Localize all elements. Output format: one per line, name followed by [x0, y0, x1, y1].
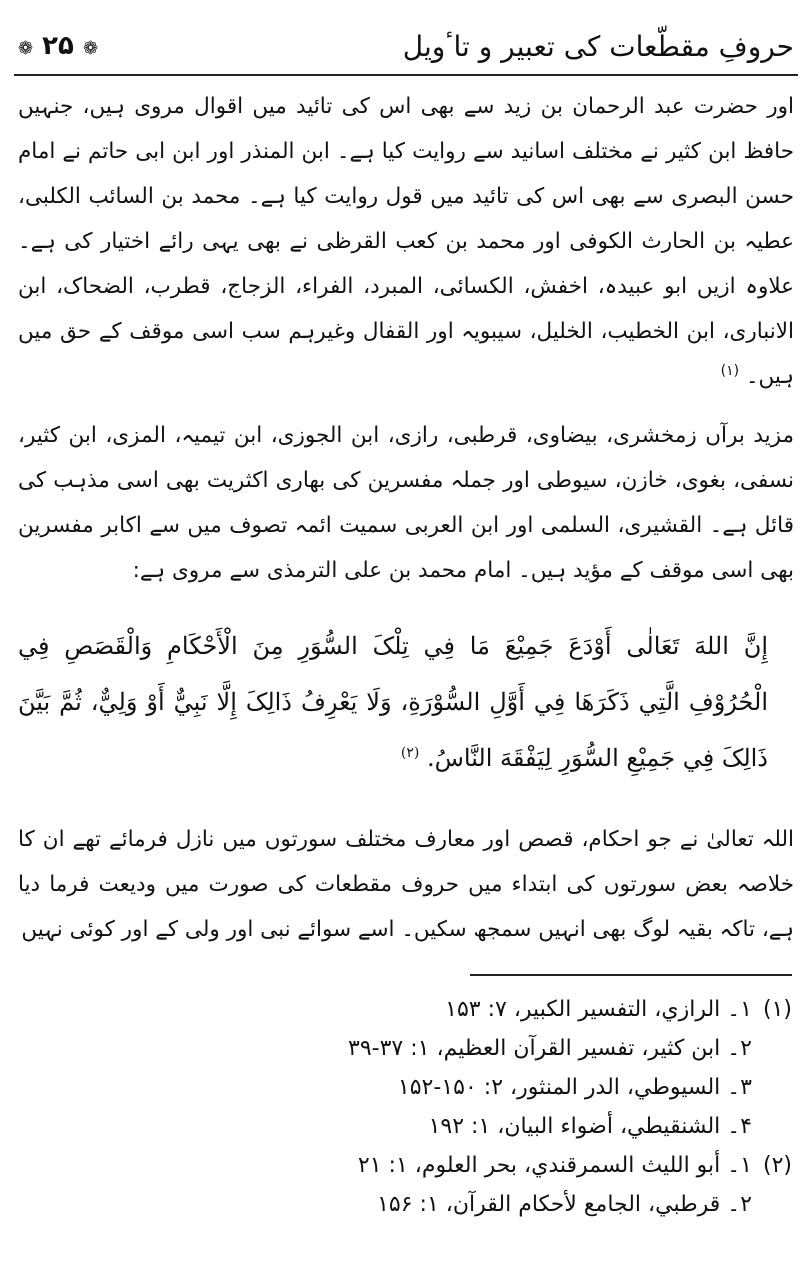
footnote-item [152, 1146, 792, 1185]
paragraph-2: مزید برآں زمخشری، بیضاوی، قرطبی، رازی، ابن الجوزی، ابن تیمیہ، المزی، ابن کثیر، نسفی، بغوی، خازن، سیوطی اور جملہ مفسرین کی بھاری اکثریت بھی اسی مذہب کی قائل ہے۔ القشیری، السلمی اور ابن العربی سمیت ائمہ تصوف میں سے اکابر مفسرین بھی اسی موقف کے مؤید ہیں۔ امام محمد بن علی الترمذی سے مروی ہے: [18, 423, 794, 583]
footnote-item [152, 1029, 792, 1068]
footnote-number: (۲) [762, 1153, 792, 1178]
chapter-title: حروفِ مقطّعات کی تعبیر و تاٴویل [402, 30, 794, 63]
footnote-text: ۱۔ أبو الليث السمرقندي، بحر العلوم، ۱: ۲۱ [357, 1153, 752, 1178]
footnote-text: ۲۔ قرطبي، الجامع لأحکام القرآن، ۱: ۱۵۶ [377, 1192, 752, 1217]
ornament-left-icon: ❁ [18, 37, 34, 59]
page-number: ۲۵ [42, 30, 74, 61]
footnote-text: ۳۔ السيوطي، الدر المنثور، ۲: ۱۵۰-۱۵۲ [397, 1075, 752, 1100]
footnote-number: (۱) [762, 997, 792, 1022]
running-header [18, 24, 794, 70]
body-text-continued [18, 795, 794, 973]
footnote-ref-2: (۲) [400, 745, 420, 761]
footnote-rule [470, 974, 792, 976]
header-rule [14, 74, 798, 76]
footnote-item [152, 990, 792, 1029]
paragraph-1-text: اور حضرت عبد الرحمان بن زید سے بھی اس کی تائید میں اقوال مروی ہیں، جنہیں حافظ ابن کثیر نے مختلف اسانید سے روایت کیا ہے۔ ابن المنذر اور ابن ابی حاتم نے امام حسن البصری سے بھی اس کی تائید میں قول روایت کیا ہے۔ محمد بن السائب الکلبی، عطیہ بن الحارث الکوفی اور محمد بن کعب القرظی نے بھی یہی رائے اختیار کی ہے۔ علاوہ ازیں ابو عبیدہ، اخفش، الکسائی، المبرد، الفراء، الزجاج، قطرب، الضحاک، ابن الانباری، ابن الخطیب، الخلیل، سیبویہ اور القفال وغیرہم سب اسی موقف کے حق میں ہیں۔ [18, 94, 794, 389]
footnotes [152, 990, 792, 1224]
footnote-item [152, 1068, 792, 1107]
paragraph-1 [18, 84, 794, 399]
paragraph-3: اللہ تعالیٰ نے جو احکام، قصص اور معارف مختلف سورتوں میں نازل فرمائے تھے ان کا خلاصہ بعض سورتوں کی ابتداء میں حروف مقطعات کی صورت میں ودیعت فرما دیا ہے، تاکہ بقیہ لوگ بھی انہیں سمجھ سکیں۔ اسے سوائے نبی اور ولی کے اور کوئی نہیں [18, 826, 794, 942]
arabic-quote [18, 618, 768, 786]
arabic-quote-text: إِنَّ اللهَ تَعَالٰی أَوْدَعَ جَمِيْعَ مَا فِي تِلْکَ السُّوَرِ مِنَ الْأَحْکَامِ وَالْقَصَصِ فِي الْحُرُوْفِ الَّتِي ذَکَرَهَا فِي أَوَّلِ السُّوْرَةِ، وَلَا يَعْرِفُ ذَالِکَ إِلَّا نَبِيٌّ أَوْ وَلِيٌّ، ثُمَّ بَيَّنَ ذَالِکَ فِي جَمِيْعِ السُّوَرِ لِيَفْقَهَ النَّاسُ. [18, 632, 769, 772]
footnote-text: ۲۔ ابن کثير، تفسير القرآن العظيم، ۱: ۳۷-۳۹ [348, 1036, 752, 1061]
ornament-right-icon: ❁ [82, 37, 99, 59]
page-number-box [18, 26, 98, 69]
footnote-group-2 [152, 1146, 792, 1224]
footnote-item [152, 1185, 792, 1224]
body-text [18, 84, 794, 603]
footnote-text: ۴۔ الشنقيطي، أضواء البيان، ۱: ۱۹۲ [428, 1114, 752, 1139]
footnote-item [152, 1107, 792, 1146]
footnote-ref-1: (۱) [720, 362, 740, 379]
footnote-group-1 [152, 990, 792, 1146]
footnote-text: ۱۔ الرازي، التفسير الکبير، ۷: ۱۵۳ [445, 997, 752, 1022]
